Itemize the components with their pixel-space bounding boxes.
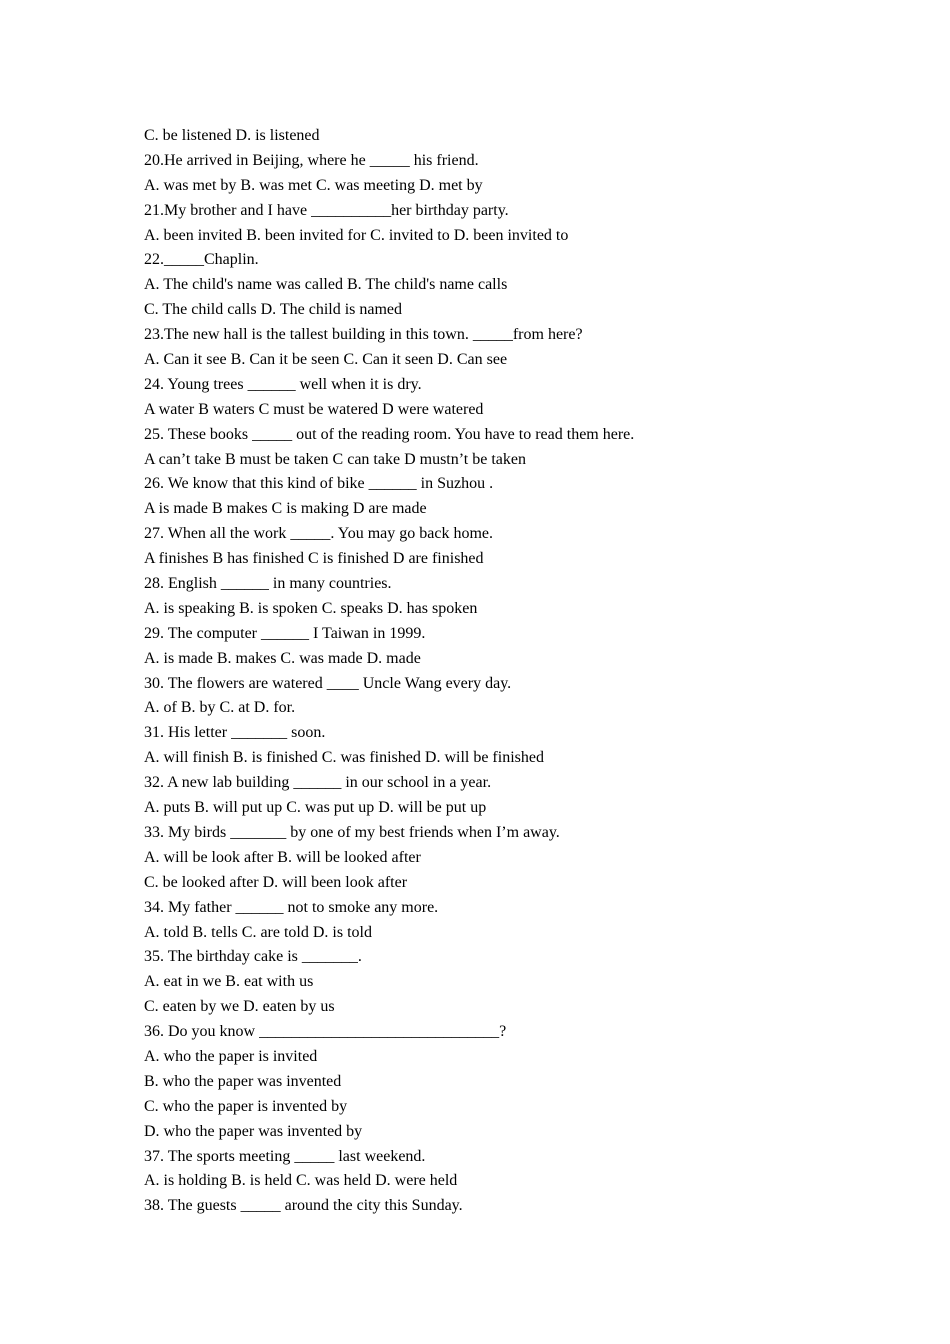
answer-options-line: A. who the paper is invited (144, 1047, 318, 1065)
answer-options-line: A. The child's name was called B. The child's name calls (144, 276, 508, 294)
answer-options-line: C. be looked after D. will been look after (144, 873, 408, 891)
answer-options-line: A. Can it see B. Can it be seen C. Can it seen D. Can see (144, 351, 508, 369)
answer-options-line: A. puts B. will put up C. was put up D. will be put up (144, 799, 487, 817)
question-35: 35. The birthday cake is _______. (144, 948, 362, 966)
answer-options-line: A water B waters C must be watered D were watered (144, 400, 484, 418)
question-24: 24. Young trees ______ well when it is dry. (144, 375, 422, 393)
question-36: 36. Do you know ______________________________? (144, 1023, 507, 1041)
question-29: 29. The computer ______ I Taiwan in 1999. (144, 624, 426, 642)
question-31: 31. His letter _______ soon. (144, 724, 326, 742)
answer-options-line: A. eat in we B. eat with us (144, 973, 314, 991)
question-25: 25. These books _____ out of the reading room. You have to read them here. (144, 425, 635, 443)
question-38: 38. The guests _____ around the city this Sunday. (144, 1197, 463, 1215)
question-21: 21.My brother and I have __________her birthday party. (144, 201, 509, 219)
answer-options-line: D. who the paper was invented by (144, 1122, 363, 1140)
answer-options-line: C. who the paper is invented by (144, 1097, 348, 1115)
question-30: 30. The flowers are watered ____ Uncle Wang every day. (144, 674, 512, 692)
answer-options-line: A. of B. by C. at D. for. (144, 699, 296, 717)
answer-options-line: A. is made B. makes C. was made D. made (144, 649, 421, 667)
answer-options-line: C. eaten by we D. eaten by us (144, 998, 335, 1016)
answer-options-line: A finishes B has finished C is finished D are finished (144, 550, 484, 568)
question-34: 34. My father ______ not to smoke any more. (144, 898, 439, 916)
question-27: 27. When all the work _____. You may go back home. (144, 525, 493, 543)
question-33: 33. My birds _______ by one of my best friends when I’m away. (144, 823, 560, 841)
document-body (144, 124, 844, 1219)
answer-options-line: A is made B makes C is making D are made (144, 500, 427, 518)
question-37: 37. The sports meeting _____ last weekend. (144, 1147, 426, 1165)
question-32: 32. A new lab building ______ in our school in a year. (144, 774, 492, 792)
question-22: 22._____Chaplin. (144, 251, 259, 269)
question-26: 26. We know that this kind of bike ______ in Suzhou . (144, 475, 494, 493)
question-23: 23.The new hall is the tallest building in this town. _____from here? (144, 326, 583, 344)
answer-options-line: A. is speaking B. is spoken C. speaks D. has spoken (144, 599, 478, 617)
answer-options-line: A. is holding B. is held C. was held D. were held (144, 1172, 458, 1190)
answer-options-line: A can’t take B must be taken C can take D mustn’t be taken (144, 450, 526, 468)
answer-options-line: A. been invited B. been invited for C. invited to D. been invited to (144, 226, 569, 244)
question-28: 28. English ______ in many countries. (144, 575, 392, 593)
answer-options-line: A. will finish B. is finished C. was finished D. will be finished (144, 749, 544, 767)
answer-options-line: C. The child calls D. The child is named (144, 301, 403, 319)
answer-options-line: A. was met by B. was met C. was meeting D. met by (144, 176, 483, 194)
answer-options-line: C. be listened D. is listened (144, 127, 320, 144)
question-20: 20.He arrived in Beijing, where he _____ his friend. (144, 151, 479, 169)
answer-options-line: A. told B. tells C. are told D. is told (144, 923, 372, 941)
answer-options-line: B. who the paper was invented (144, 1072, 342, 1090)
answer-options-line: A. will be look after B. will be looked after (144, 848, 421, 866)
